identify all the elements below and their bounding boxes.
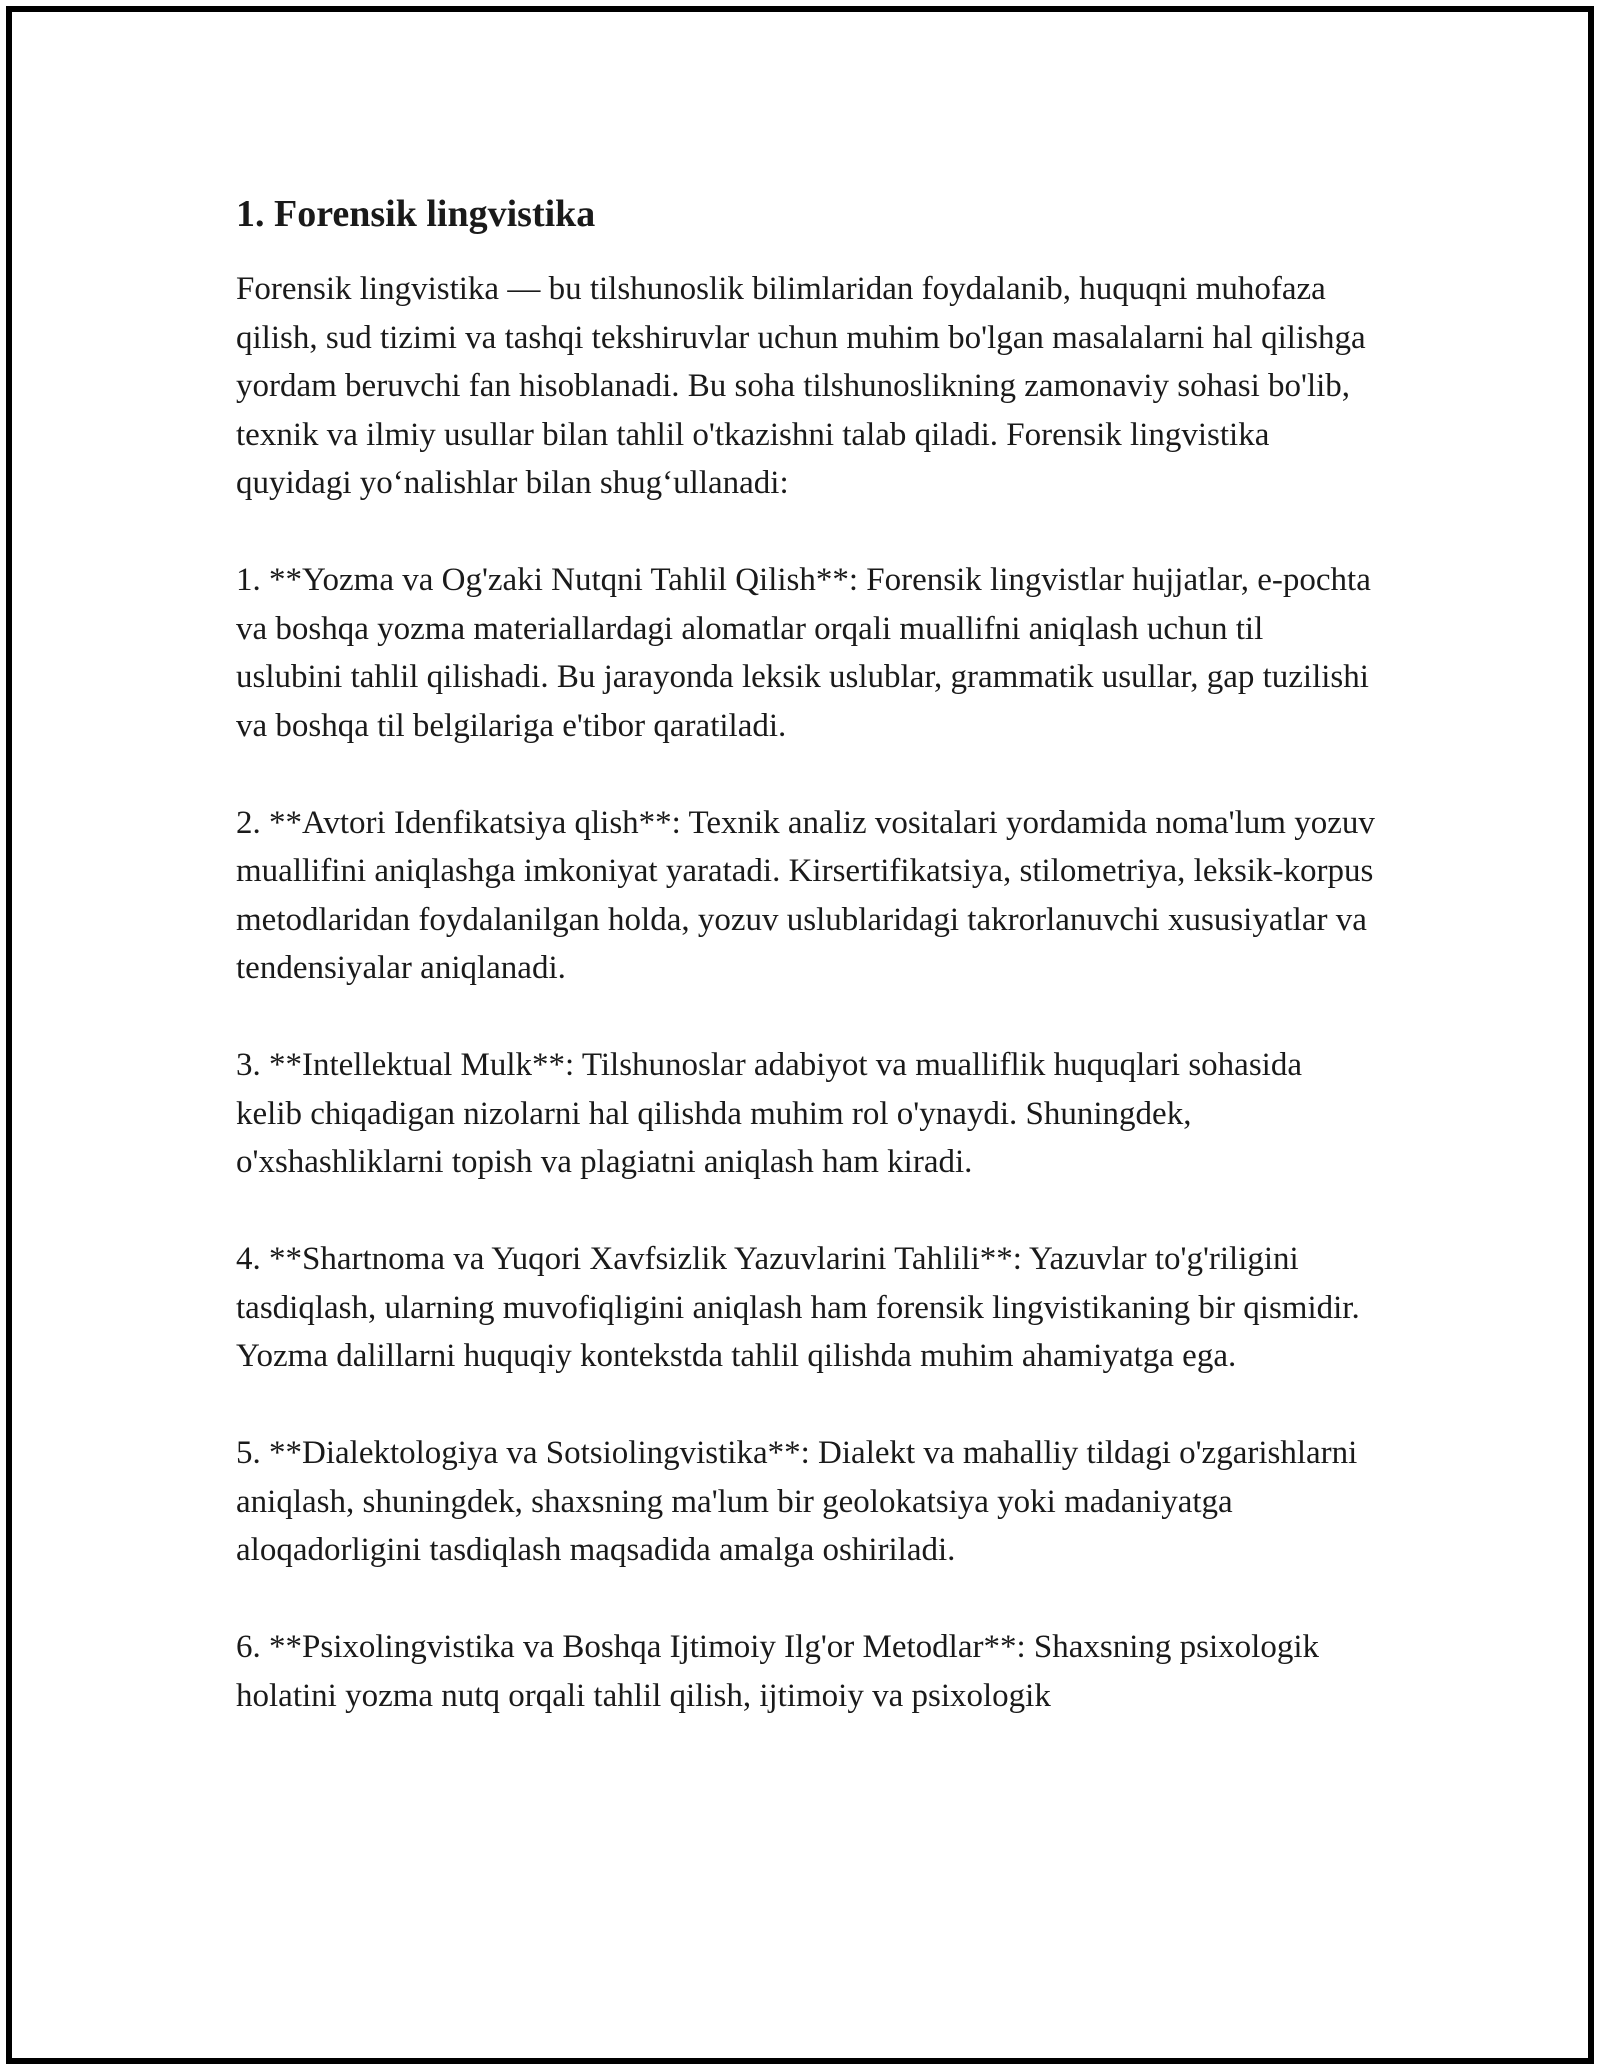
intro-paragraph: Forensik lingvistika — bu tilshunoslik bilimlaridan foydalanib, huquqni muhofaza qilish, sud tizimi va tashqi tekshiruvlar uchun muhim bo'lgan masalalarni hal qilishga yordam beruvchi fan hisoblanadi. Bu soha tilshunoslikning zamonaviy sohasi bo'lib, texnik va ilmiy usullar bilan tahlil o'tkazishni talab qiladi. Forensik lingvistika quyidagi yo‘nalishlar bilan shug‘ullanadi:	[236, 271, 1366, 501]
list-item-6: 6. **Psixolingvistika va Boshqa Ijtimoiy Ilg'or Metodlar**: Shaxsning psixologik holatini yozma nutq orqali tahlil qilish, ijtimoiy va psixologik	[236, 1629, 1320, 1714]
list-item-1: 1. **Yozma va Og'zaki Nutqni Tahlil Qilish**: Forensik lingvistlar hujjatlar, e-pochta va boshqa yozma materiallardagi alomatlar orqali muallifni aniqlash uchun til uslubini tahlil qilishadi. Bu jarayonda leksik uslublar, grammatik usullar, gap tuzilishi va boshqa til belgilariga e'tibor qaratiladi.	[236, 562, 1371, 744]
section-heading: 1. Forensik lingvistika	[236, 193, 596, 235]
document-body	[236, 185, 1376, 1720]
list-item-4: 4. **Shartnoma va Yuqori Xavfsizlik Yazuvlarini Tahlili**: Yazuvlar to'g'riligini tasdiqlash, ularning muvofiqligini aniqlash ham forensik lingvistikaning bir qismidir. Yozma dalillarni huquqiy kontekstda tahlil qilishda muhim ahamiyatga ega.	[236, 1241, 1360, 1374]
list-item-3: 3. **Intellektual Mulk**: Tilshunoslar adabiyot va mualliflik huquqlari sohasida kelib chiqadigan nizolarni hal qilishda muhim rol o'ynaydi. Shuningdek, o'xshashliklarni topish va plagiatni aniqlash ham kiradi.	[236, 1047, 1302, 1180]
list-item-5: 5. **Dialektologiya va Sotsiolingvistika**: Dialekt va mahalliy tildagi o'zgarishlarni aniqlash, shuningdek, shaxsning ma'lum bir geolokatsiya yoki madaniyatga aloqadorligini tasdiqlash maqsadida amalga oshiriladi.	[236, 1435, 1358, 1568]
list-item-2: 2. **Avtori Idenfikatsiya qlish**: Texnik analiz vositalari yordamida noma'lum yozuv muallifini aniqlashga imkoniyat yaratadi. Kirsertifikatsiya, stilometriya, leksik-korpus metodlaridan foydalanilgan holda, yozuv uslublaridagi takrorlanuvchi xususiyatlar va tendensiyalar aniqlanadi.	[236, 804, 1375, 986]
